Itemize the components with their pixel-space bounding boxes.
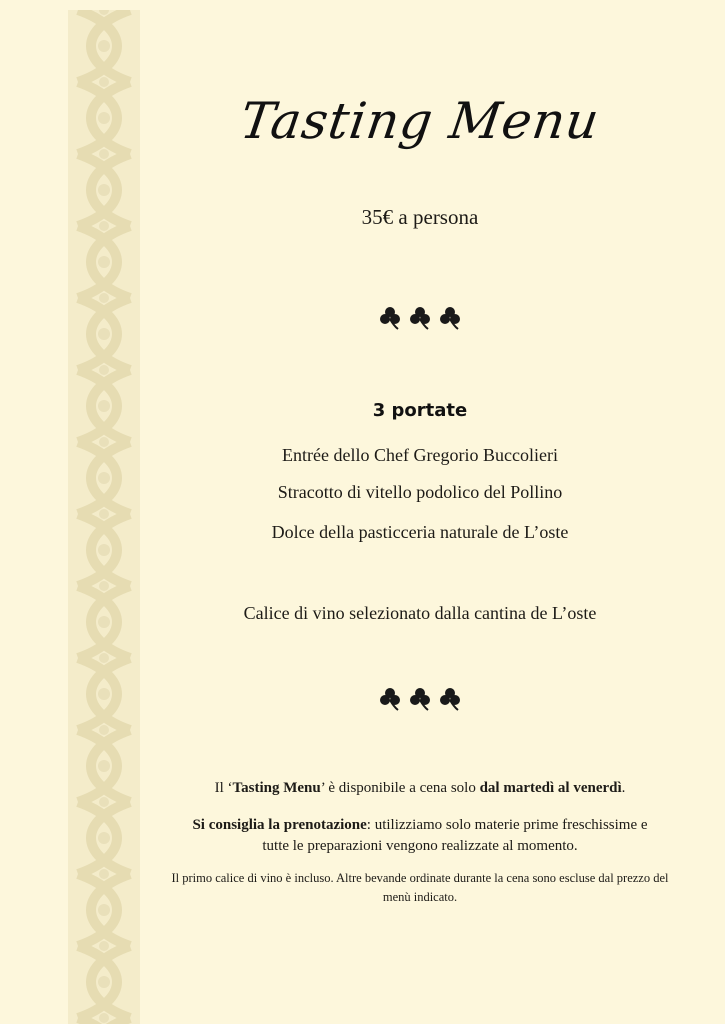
- wine-item: Calice di vino selezionato dalla cantina de L’oste: [243, 603, 597, 623]
- availability-note: Il ‘Tasting Menu’ è disponibile a cena solo dal martedì al venerdì.: [214, 780, 626, 796]
- dish-item: Dolce della pasticceria naturale de L’oste: [271, 522, 569, 542]
- dish-item: Entrée dello Chef Gregorio Buccolieri: [282, 445, 558, 465]
- menu-title: Tasting Menu: [236, 92, 604, 150]
- celtic-braid-border: [68, 10, 140, 1024]
- drinks-note: Il primo calice di vino è incluso. Altre bevande ordinate durante la cena sono escluse dal prezzo del menù indicato.: [171, 871, 669, 904]
- clover-trio-icon: [375, 302, 465, 332]
- clover-trio-icon: [375, 683, 465, 713]
- dish-item: Stracotto di vitello podolico del Pollino: [277, 482, 563, 502]
- courses-heading: 3 portate: [372, 400, 468, 421]
- reservation-note: Si consiglia la prenotazione: utilizziamo solo materie prime freschissime e tutte le preparazioni vengono realizzate al momento.: [192, 817, 648, 854]
- menu-content: [150, 0, 690, 1024]
- menu-price: 35€ a persona: [361, 205, 479, 229]
